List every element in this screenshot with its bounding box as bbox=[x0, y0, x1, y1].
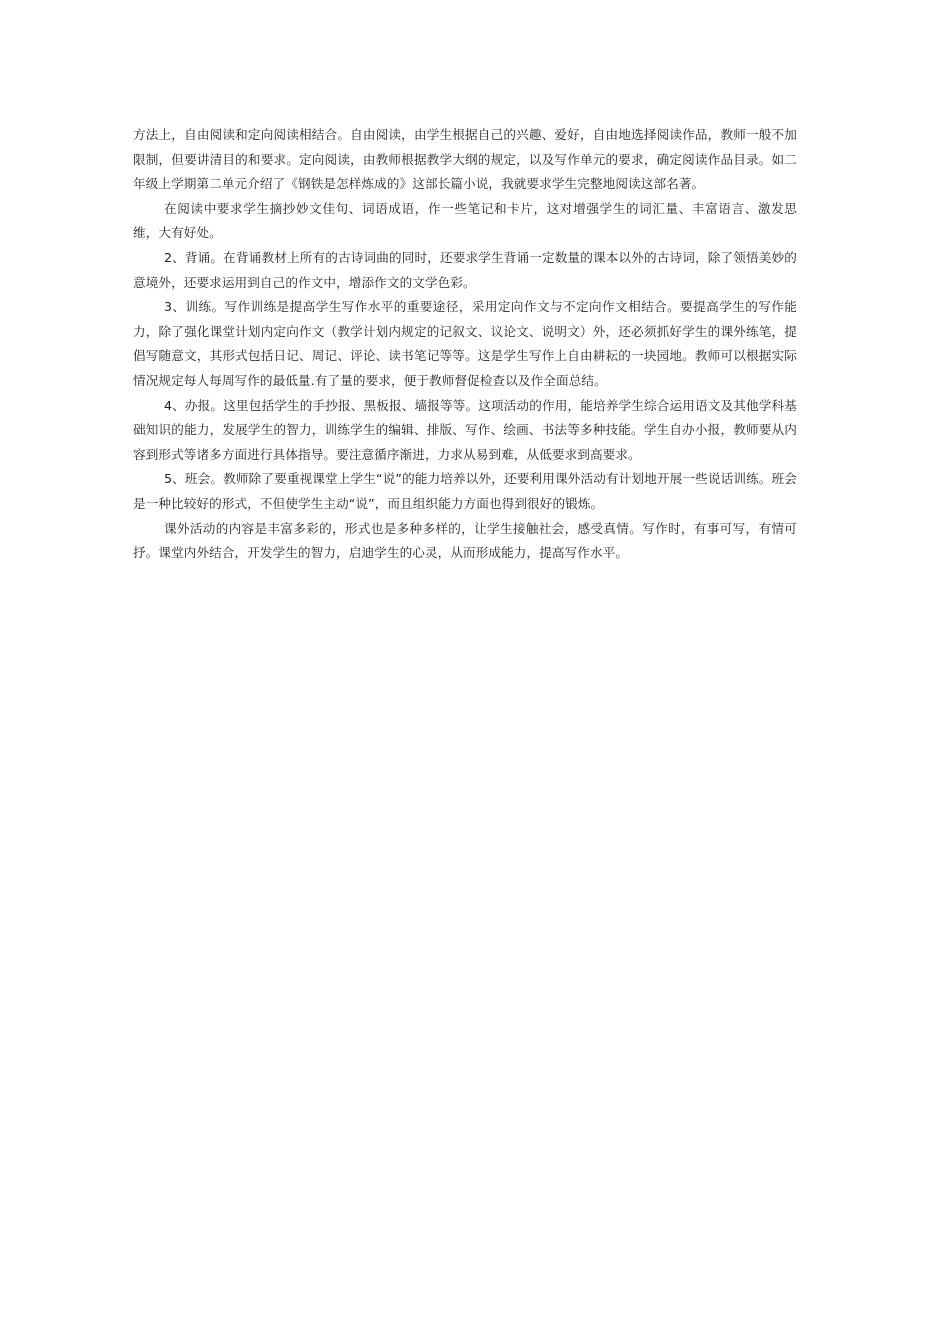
paragraph-class-meeting: 5、班会。教师除了要重视课堂上学生“说”的能力培养以外，还要利用课外活动有计划地开展一些说话训练。班会是一种比较好的形式，不但使学生主动“说”，而且组织能力方面也得到很好的锻炼。 bbox=[133, 471, 797, 511]
paragraph-training: 3、训练。写作训练是提高学生写作水平的重要途径，采用定向作文与不定向作文相结合。要提高学生的写作能力，除了强化课堂计划内定向作文（教学计划内规定的记叙文、议论文、说明文）外，还必须抓好学生的课外练笔，提倡写随意文，其形式包括日记、周记、评论、读书笔记等等。这是学生写作上自由耕耘的一块园地。教师可以根据实际情况规定每人每周写作的最低量.有了量的要求，便于教师督促检查以及作全面总结。 bbox=[133, 299, 797, 388]
paragraph-conclusion: 课外活动的内容是丰富多彩的，形式也是多种多样的，让学生接触社会，感受真情。写作时，有事可写，有情可抒。课堂内外结合，开发学生的智力，启迪学生的心灵，从而形成能力，提高写作水平。 bbox=[133, 520, 797, 561]
paragraph-reading-methods: 方法上，自由阅读和定向阅读相结合。自由阅读，由学生根据自己的兴趣、爱好，自由地选择阅读作品，教师一般不加限制，但要讲清目的和要求。定向阅读，由教师根据教学大纲的规定，以及写作单元的要求，确定阅读作品目录。如二年级上学期第二单元介绍了《钢铁是怎样炼成的》这部长篇小说，我就要求学生完整地阅读这部名著。 bbox=[133, 127, 797, 192]
paragraph-newspaper: 4、办报。这里包括学生的手抄报、黑板报、墙报等等。这项活动的作用，能培养学生综合运用语文及其他学科基础知识的能力，发展学生的智力，训练学生的编辑、排版、写作、绘画、书法等多种技能。学生自办小报，教师要从内容到形式等诸多方面进行具体指导。要注意循序渐进，力求从易到难，从低要求到高要求。 bbox=[133, 397, 797, 462]
document-body bbox=[133, 123, 797, 566]
paragraph-recitation: 2、背诵。在背诵教材上所有的古诗词曲的同时，还要求学生背诵一定数量的课本以外的古诗词，除了领悟美妙的意境外，还要求运用到自己的作文中，增添作文的文学色彩。 bbox=[133, 249, 797, 290]
paragraph-excerpts: 在阅读中要求学生摘抄妙文佳句、词语成语，作一些笔记和卡片，这对增强学生的词汇量、丰富语言、激发思维，大有好处。 bbox=[133, 200, 797, 241]
